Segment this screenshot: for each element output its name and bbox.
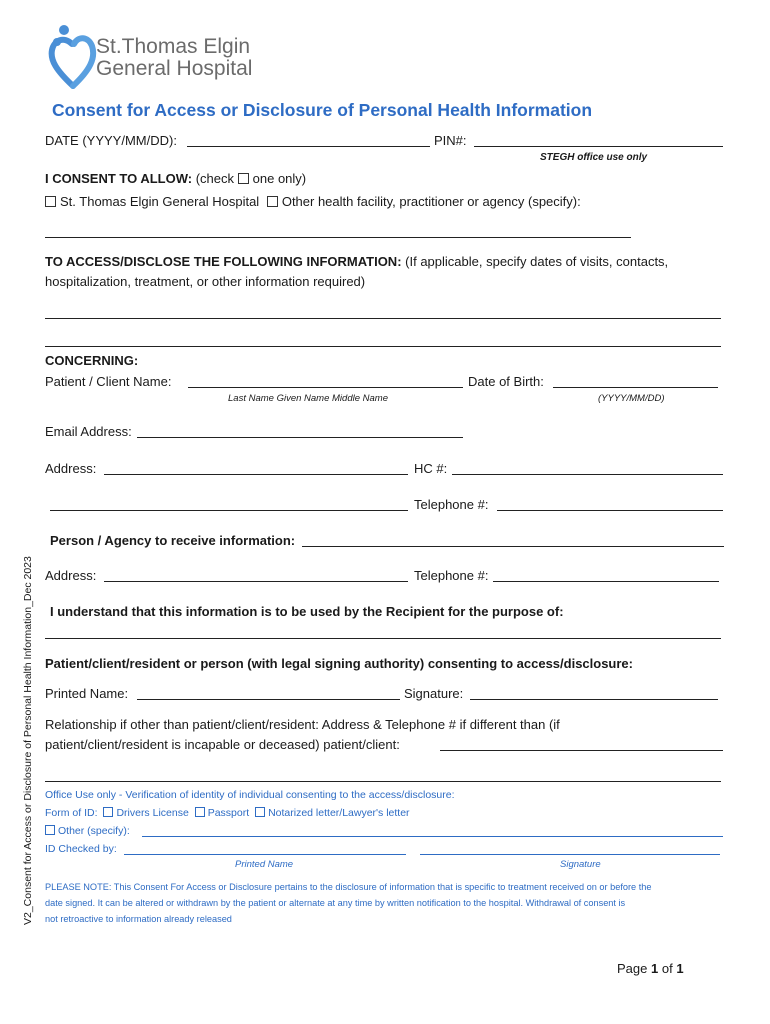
- id-checked-label: ID Checked by:: [45, 843, 117, 855]
- relationship-text-1: Relationship if other than patient/client/resident: Address & Telephone # if different than (if: [45, 717, 560, 732]
- pin-label: PIN#:: [434, 133, 467, 148]
- option-other-label: Other health facility, practitioner or agency (specify):: [281, 194, 581, 209]
- drivers-license-checkbox[interactable]: [103, 807, 113, 817]
- purpose-field[interactable]: [45, 638, 721, 639]
- access-note-2: hospitalization, treatment, or other information required): [45, 274, 366, 289]
- telephone-field[interactable]: [497, 510, 723, 511]
- consenting-label: Patient/client/resident or person (with legal signing authority) consenting to access/disclosure:: [45, 656, 633, 671]
- recipient-label: Person / Agency to receive information:: [50, 533, 296, 548]
- consent-options-row: [45, 194, 581, 210]
- other-facility-field[interactable]: [45, 237, 631, 238]
- info-field-line-1[interactable]: [45, 318, 721, 319]
- concerning-label: CONCERNING:: [45, 353, 139, 368]
- dob-field[interactable]: [553, 387, 718, 388]
- signature-hint: Signature: [560, 859, 601, 870]
- id-option-notarized: Notarized letter/Lawyer's letter: [268, 807, 410, 819]
- address-field[interactable]: [104, 474, 408, 475]
- access-note-1: (If applicable, specify dates of visits, contacts,: [405, 254, 669, 269]
- id-checked-name-field[interactable]: [124, 854, 406, 855]
- please-note-2: date signed. It can be altered or withdrawn by the patient or alternate at any time by written notification to the hospital. Withdrawal of consent is: [45, 898, 626, 908]
- consent-check-suffix: one only): [252, 171, 307, 186]
- date-label: DATE (YYYY/MM/DD):: [45, 133, 177, 148]
- signature-field[interactable]: [470, 699, 718, 700]
- consent-to-allow-row: [45, 171, 306, 187]
- consent-label: I CONSENT TO ALLOW:: [45, 171, 193, 186]
- logo-line-2: General Hospital: [96, 57, 253, 80]
- date-field[interactable]: [187, 146, 430, 147]
- hospital-checkbox[interactable]: [45, 196, 56, 207]
- pin-field[interactable]: [474, 146, 723, 147]
- id-option-passport: Passport: [207, 807, 250, 819]
- printed-name-label: Printed Name:: [45, 686, 129, 701]
- email-label: Email Address:: [45, 424, 132, 439]
- page-number: [617, 961, 684, 977]
- id-option-drivers-license: Drivers License: [116, 807, 189, 819]
- consent-check-prefix: (check: [195, 171, 235, 186]
- id-checked-signature-field[interactable]: [420, 854, 720, 855]
- printed-name-field[interactable]: [137, 699, 400, 700]
- other-id-checkbox[interactable]: [45, 825, 55, 835]
- other-specify-row: [45, 824, 130, 838]
- please-note-1: PLEASE NOTE: This Consent For Access or Disclosure pertains to the disclosure of information that is specific to treatment received on or before the: [45, 882, 652, 892]
- dob-hint: (YYYY/MM/DD): [598, 393, 665, 404]
- option-hospital-label: St. Thomas Elgin General Hospital: [60, 194, 260, 209]
- stegh-office-note: STEGH office use only: [540, 152, 648, 163]
- recipient-field[interactable]: [302, 546, 724, 547]
- page-of: of: [661, 961, 673, 976]
- address-line-2-field[interactable]: [50, 510, 408, 511]
- checkbox-icon: [238, 173, 249, 184]
- recipient-telephone-label: Telephone #:: [414, 568, 489, 583]
- recipient-address-label: Address:: [45, 568, 97, 583]
- logo-line-1: St.Thomas Elgin: [96, 35, 251, 58]
- form-of-id-row: [45, 806, 410, 820]
- patient-name-label: Patient / Client Name:: [45, 374, 172, 389]
- hospital-logo: [48, 24, 278, 90]
- access-row: [45, 254, 668, 270]
- form-of-id-label: Form of ID:: [45, 807, 98, 819]
- relationship-field-line-2[interactable]: [45, 781, 721, 782]
- info-field-line-2[interactable]: [45, 346, 721, 347]
- heart-logo-icon: [48, 24, 98, 90]
- printed-name-hint: Printed Name: [235, 859, 294, 870]
- page-current: 1: [651, 961, 659, 976]
- page-total: 1: [676, 961, 684, 976]
- please-note-3: not retroactive to information already released: [45, 914, 232, 924]
- relationship-field[interactable]: [440, 750, 723, 751]
- document-version-label: V2_Consent for Access or Disclosure of Personal Health Information_Dec 2023: [22, 556, 34, 925]
- notarized-letter-checkbox[interactable]: [255, 807, 265, 817]
- access-label: TO ACCESS/DISCLOSE THE FOLLOWING INFORMATION:: [45, 254, 402, 269]
- hc-label: HC #:: [414, 461, 448, 476]
- passport-checkbox[interactable]: [195, 807, 205, 817]
- email-field[interactable]: [137, 437, 463, 438]
- recipient-telephone-field[interactable]: [493, 581, 719, 582]
- dob-label: Date of Birth:: [468, 374, 544, 389]
- relationship-text-2: patient/client/resident is incapable or deceased) patient/client:: [45, 737, 400, 752]
- office-use-title: Office Use only - Verification of identity of individual consenting to the access/disclosure:: [45, 789, 455, 801]
- page-title: Consent for Access or Disclosure of Personal Health Information: [52, 100, 593, 120]
- other-id-field[interactable]: [142, 836, 723, 837]
- page-prefix: Page: [617, 961, 648, 976]
- other-specify-label: Other (specify):: [58, 825, 130, 837]
- telephone-label: Telephone #:: [414, 497, 489, 512]
- signature-label: Signature:: [404, 686, 464, 701]
- patient-name-field[interactable]: [188, 387, 463, 388]
- purpose-label: I understand that this information is to be used by the Recipient for the purpose of:: [50, 604, 564, 619]
- name-hint: Last Name Given Name Middle Name: [228, 393, 388, 404]
- recipient-address-field[interactable]: [104, 581, 408, 582]
- address-label: Address:: [45, 461, 97, 476]
- hc-field[interactable]: [452, 474, 723, 475]
- other-facility-checkbox[interactable]: [267, 196, 278, 207]
